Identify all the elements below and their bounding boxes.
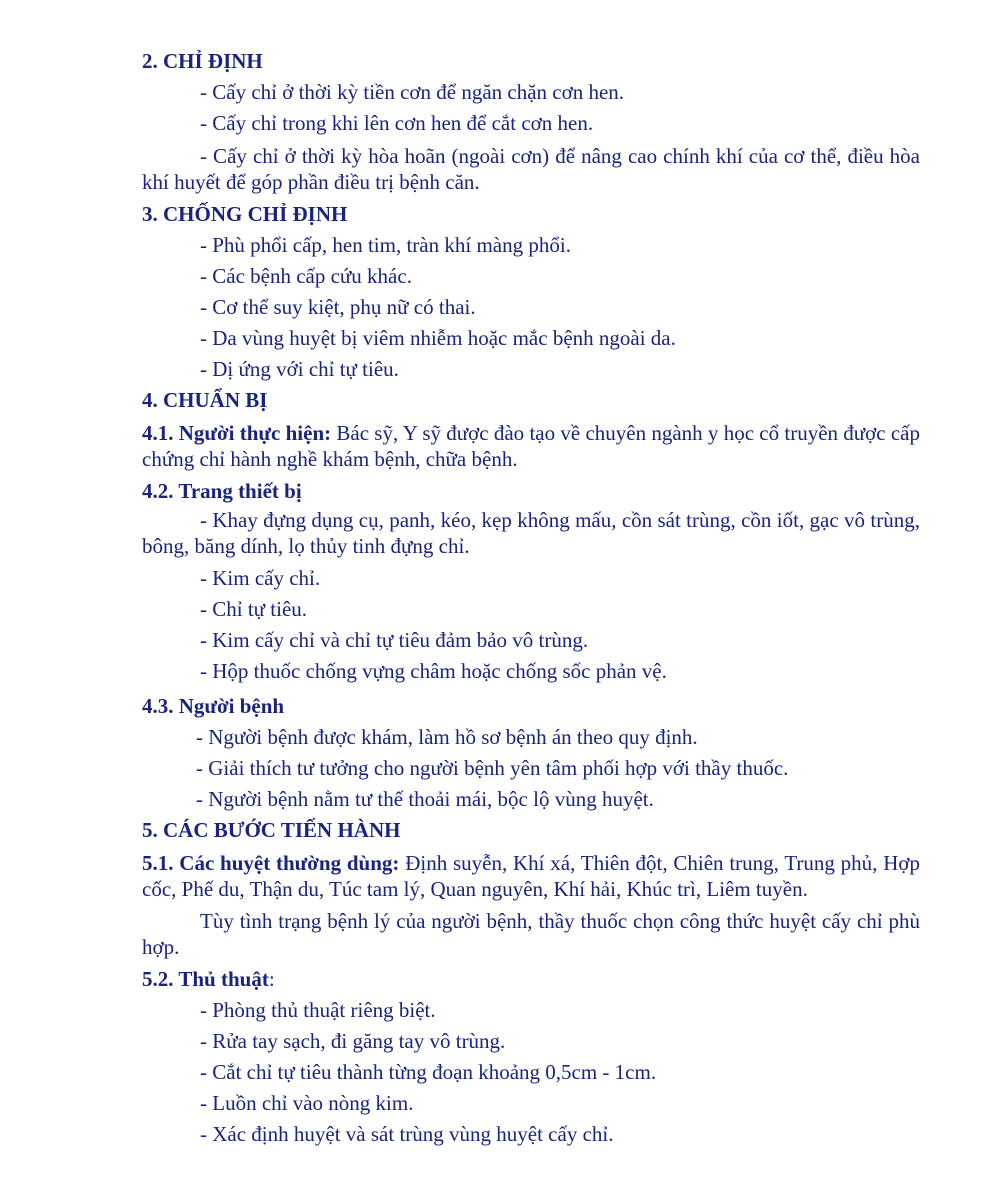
section-5-2-lead: 5.2. Thủ thuật: [142, 967, 269, 991]
indication-item-2: - Cấy chỉ trong khi lên cơn hen để cắt cơn hen.: [200, 111, 594, 135]
section-4-2-heading: 4.2. Trang thiết bị: [142, 479, 302, 503]
patient-item-3: - Người bệnh nằm tư thế thoải mái, bộc lộ vùng huyệt.: [196, 787, 654, 811]
section-3-heading: 3. CHỐNG CHỈ ĐỊNH: [142, 202, 348, 226]
equipment-item-3: - Chỉ tự tiêu.: [200, 597, 308, 621]
section-5-1-note: Tùy tình trạng bệnh lý của người bệnh, thầy thuốc chọn công thức huyệt cấy chỉ phù hợp.: [142, 909, 920, 959]
patient-item-2: - Giải thích tư tưởng cho người bệnh yên tâm phối hợp với thầy thuốc.: [196, 756, 789, 780]
section-4-heading: 4. CHUẨN BỊ: [142, 388, 268, 412]
contraindication-item-1: - Phù phổi cấp, hen tim, tràn khí màng phổi.: [200, 233, 571, 257]
contraindication-item-3: - Cơ thể suy kiệt, phụ nữ có thai.: [200, 295, 476, 319]
procedure-item-3: - Cắt chỉ tự tiêu thành từng đoạn khoảng 0,5cm - 1cm.: [200, 1060, 657, 1084]
section-5-1-text: Định suyễn, Khí xá, Thiên đột, Chiên trung, Trung phủ, Hợp cốc, Phế du, Thận du, Túc tam lý, Quan nguyên, Khí hải, Khúc trì, Liêm tuyền.: [142, 851, 920, 901]
procedure-item-5: - Xác định huyệt và sát trùng vùng huyệt cấy chỉ.: [200, 1122, 614, 1146]
contraindication-item-4: - Da vùng huyệt bị viêm nhiễm hoặc mắc bệnh ngoài da.: [200, 326, 676, 350]
equipment-item-4: - Kim cấy chỉ và chỉ tự tiêu đảm bảo vô trùng.: [200, 628, 589, 652]
section-5-2-colon: :: [268, 967, 275, 991]
section-4-1-lead: 4.1. Người thực hiện:: [142, 421, 332, 445]
section-2-heading: 2. CHỈ ĐỊNH: [142, 49, 263, 73]
indication-item-1: - Cấy chỉ ở thời kỳ tiền cơn để ngăn chặn cơn hen.: [200, 80, 625, 104]
section-5-heading: 5. CÁC BƯỚC TIẾN HÀNH: [142, 818, 401, 842]
patient-item-1: - Người bệnh được khám, làm hồ sơ bệnh án theo quy định.: [196, 725, 698, 749]
procedure-item-4: - Luồn chỉ vào nòng kim.: [200, 1091, 414, 1115]
section-4-3-heading: 4.3. Người bệnh: [142, 694, 285, 718]
procedure-item-2: - Rửa tay sạch, đi găng tay vô trùng.: [200, 1029, 506, 1053]
contraindication-item-2: - Các bệnh cấp cứu khác.: [200, 264, 412, 288]
section-5-1-paragraph: [142, 850, 920, 902]
equipment-item-2: - Kim cấy chỉ.: [200, 566, 321, 590]
section-5-1-lead: 5.1. Các huyệt thường dùng:: [142, 851, 400, 875]
section-5-2-heading: [142, 964, 920, 995]
contraindication-item-5: - Dị ứng với chỉ tự tiêu.: [200, 357, 399, 381]
section-4-1-paragraph: [142, 420, 920, 472]
procedure-item-1: - Phòng thủ thuật riêng biệt.: [200, 998, 436, 1022]
section-4-1-text: Bác sỹ, Y sỹ được đào tạo về chuyên ngành y học cổ truyền được cấp chứng chỉ hành nghề khám bệnh, chữa bệnh.: [142, 421, 920, 471]
indication-item-3: - Cấy chỉ ở thời kỳ hòa hoãn (ngoài cơn) để nâng cao chính khí của cơ thể, điều hòa khí huyết để góp phần điều trị bệnh căn.: [142, 144, 920, 194]
equipment-item-1: - Khay đựng dụng cụ, panh, kéo, kẹp không mấu, cồn sát trùng, cồn iốt, gạc vô trùng, bông, băng dính, lọ thủy tinh đựng chỉ.: [142, 508, 920, 558]
equipment-item-5: - Hộp thuốc chống vựng châm hoặc chống sốc phản vệ.: [200, 659, 667, 683]
